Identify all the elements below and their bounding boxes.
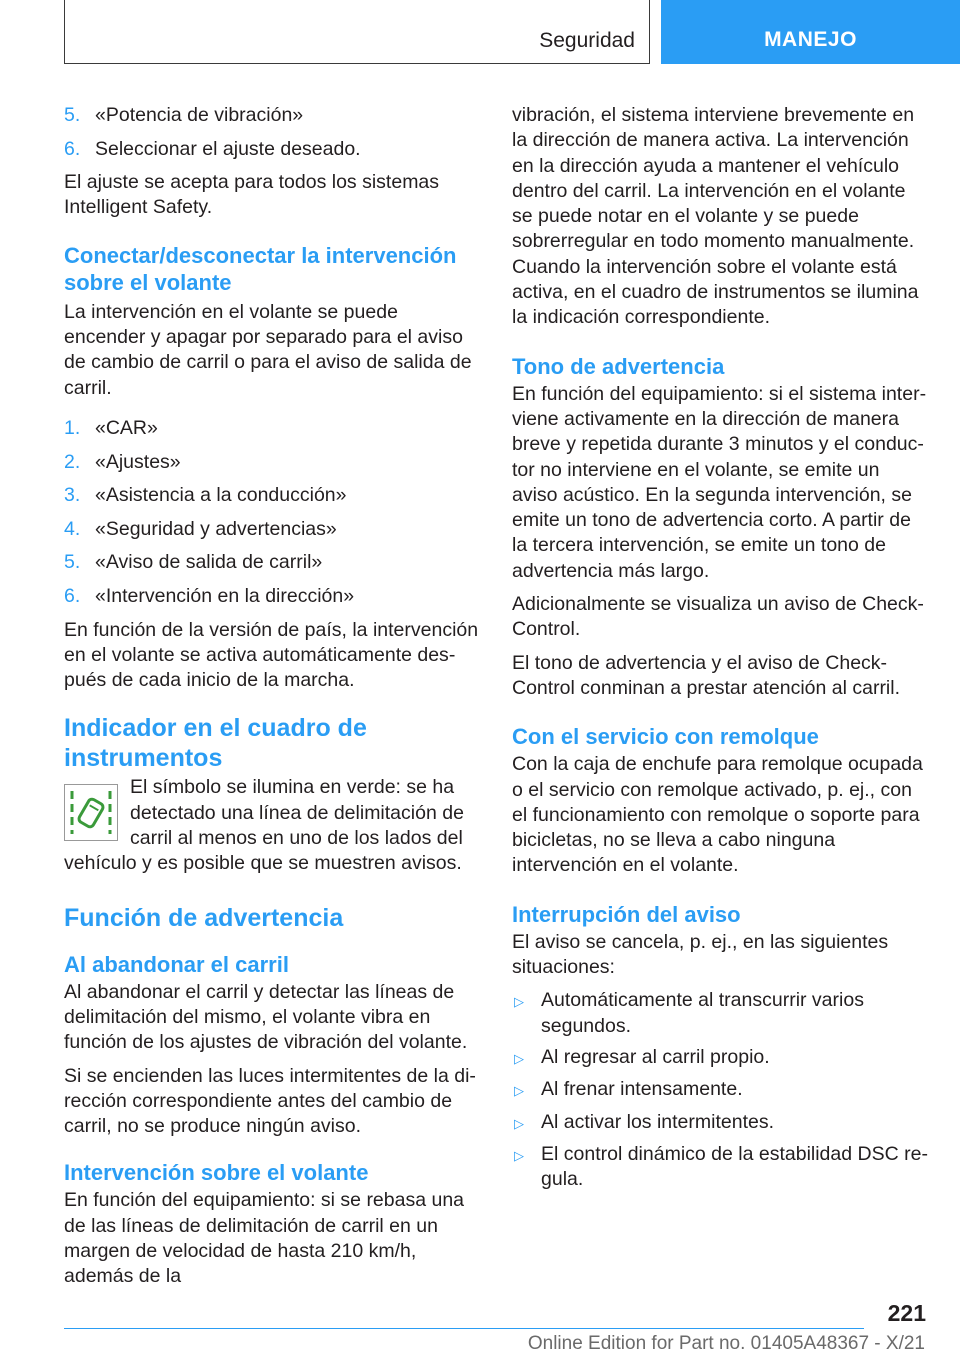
left-column xyxy=(64,103,480,1298)
triangle-bullet-icon: ▷ xyxy=(514,994,524,1010)
list-item xyxy=(64,517,480,542)
list-number: 6. xyxy=(64,137,81,160)
list-text: «Potencia de vibración» xyxy=(95,104,304,126)
triangle-bullet-icon: ▷ xyxy=(514,1115,524,1131)
right-column xyxy=(512,103,928,1198)
paragraph-indicador: El símbolo se ilumina en verde: se ha detectado una línea de delimitación de carril al menos en uno de los lados del vehículo y es posible que se muestren avisos. xyxy=(64,776,464,875)
list-number: 6. xyxy=(64,584,81,607)
list-item xyxy=(64,584,480,609)
list-text: «CAR» xyxy=(95,416,158,439)
page-number: 221 xyxy=(887,1300,926,1326)
triangle-bullet-icon: ▷ xyxy=(514,1147,524,1163)
bullet-item xyxy=(512,988,928,1039)
list-number: 4. xyxy=(64,517,81,540)
lane-departure-warning-icon xyxy=(64,784,118,841)
list-number: 5. xyxy=(64,104,81,126)
triangle-bullet-icon: ▷ xyxy=(514,1083,524,1099)
list-item xyxy=(64,450,480,475)
list-item xyxy=(64,416,480,441)
bullet-text: El control dinámico de la estabilidad DSC regula. xyxy=(541,1142,928,1191)
footer-divider xyxy=(64,1328,864,1329)
bullet-text: Automáticamente al transcurrir varios segundos. xyxy=(541,989,864,1037)
paragraph-continuation: vibración, el sistema interviene brevemente en la dirección de manera activa. La intervención en la dirección ayuda a mantener el vehículo dentro del carril. La intervención en el volante se puede notar en el volante y se puede sobrerregular en todo momento manualmente. Cuando la intervención sobre el volante está activa, en el cuadro de instrumentos se ilumina la indicación correspondiente. xyxy=(512,104,919,329)
list-number: 1. xyxy=(64,416,81,439)
header-chapter-label: MANEJO xyxy=(764,28,857,51)
list-text: «Seguridad y advertencias» xyxy=(95,517,337,540)
paragraph-version: En función de la versión de país, la intervención en el volante se activa automáticamente después de cada inicio de la marcha. xyxy=(64,618,479,692)
list-text: «Asistencia a la conducción» xyxy=(95,484,347,507)
paragraph-conectar: La intervención en el volante se puede encender y apagar por separado para el aviso de cambio de carril o para el aviso de salida de carril. xyxy=(64,300,472,399)
bullet-text: Al regresar al carril propio. xyxy=(541,1045,770,1068)
bullet-item xyxy=(512,1045,928,1071)
heading-indicador: Indicador en el cuadro de instrumentos xyxy=(64,714,367,773)
list-item xyxy=(64,137,480,162)
paragraph-ajuste: El ajuste se acepta para todos los sistemas Intelligent Safety. xyxy=(64,171,440,219)
list-text: «Aviso de salida de carril» xyxy=(95,551,323,574)
list-text: Seleccionar el ajuste deseado. xyxy=(95,137,361,160)
bullet-item xyxy=(512,1110,928,1136)
list-number: 2. xyxy=(64,450,81,473)
list-item xyxy=(64,103,480,128)
paragraph-remolque: Con la caja de enchufe para remolque ocupada o el servicio con remolque activado, p. ej., con el funcionamiento con remolque o soporte para bicicletas, no se lleva a cabo ninguna intervención en el volante. xyxy=(512,753,923,877)
paragraph-conminan: El tono de advertencia y el aviso de Check-Control conminan a prestar atención al carril. xyxy=(512,651,901,699)
paragraph-intermitentes: Si se encienden las luces intermitentes de la dirección correspondiente antes del cambio de carril, no se produce ningún aviso. xyxy=(64,1064,476,1138)
list-number: 5. xyxy=(64,551,81,574)
bullet-text: Al frenar intensamente. xyxy=(541,1078,743,1101)
header-section-box xyxy=(64,0,650,64)
paragraph-abandonar: Al abandonar el carril y detectar las líneas de delimitación del mismo, el volante vibra en función de los ajustes de vibración del volante. xyxy=(64,980,468,1054)
indicator-block xyxy=(64,775,480,876)
bullet-item xyxy=(512,1077,928,1103)
list-text: «Intervención en la dirección» xyxy=(95,584,355,607)
bullet-item xyxy=(512,1142,928,1193)
paragraph-tono: En función del equipamiento: si el sistema interviene activamente en la dirección de manera breve y repetida durante 3 minutos y el conductor no interviene en el volante, se emite un aviso acústico. En la segunda intervención, se emite un tono de advertencia corto. A partir de la tercera intervención, se emite un tono de advertencia más largo. xyxy=(512,382,927,582)
paragraph-interrupcion: El aviso se cancela, p. ej., en las siguientes situaciones: xyxy=(512,930,889,979)
heading-remolque: Con el servicio con remolque xyxy=(512,724,819,750)
footer-edition: Online Edition for Part no. 01405A48367 - X/21 xyxy=(527,1333,925,1354)
paragraph-check: Adicionalmente se visualiza un aviso de Check-Control. xyxy=(512,593,924,641)
list-item xyxy=(64,550,480,575)
heading-intervencion: Intervención sobre el volante xyxy=(64,1160,369,1186)
list-text: «Ajustes» xyxy=(95,450,181,473)
paragraph-intervencion: En función del equipamiento: si se rebasa una de las líneas de delimitación de carril en un margen de velocidad de hasta 210 km/h, además de la xyxy=(64,1189,465,1288)
heading-funcion: Función de advertencia xyxy=(64,903,344,932)
list-item xyxy=(64,483,480,508)
bullet-text: Al activar los intermitentes. xyxy=(541,1110,775,1133)
list-number: 3. xyxy=(64,484,81,507)
triangle-bullet-icon: ▷ xyxy=(514,1050,524,1066)
heading-conectar: Conectar/desconectar la intervención sobre el volante xyxy=(64,242,457,295)
heading-abandonar: Al abandonar el carril xyxy=(64,951,289,977)
header-chapter-tab[interactable] xyxy=(661,0,960,64)
header-section-title: Seguridad xyxy=(539,29,635,52)
heading-interrupcion: Interrupción del aviso xyxy=(512,901,741,927)
heading-tono: Tono de advertencia xyxy=(512,353,725,379)
